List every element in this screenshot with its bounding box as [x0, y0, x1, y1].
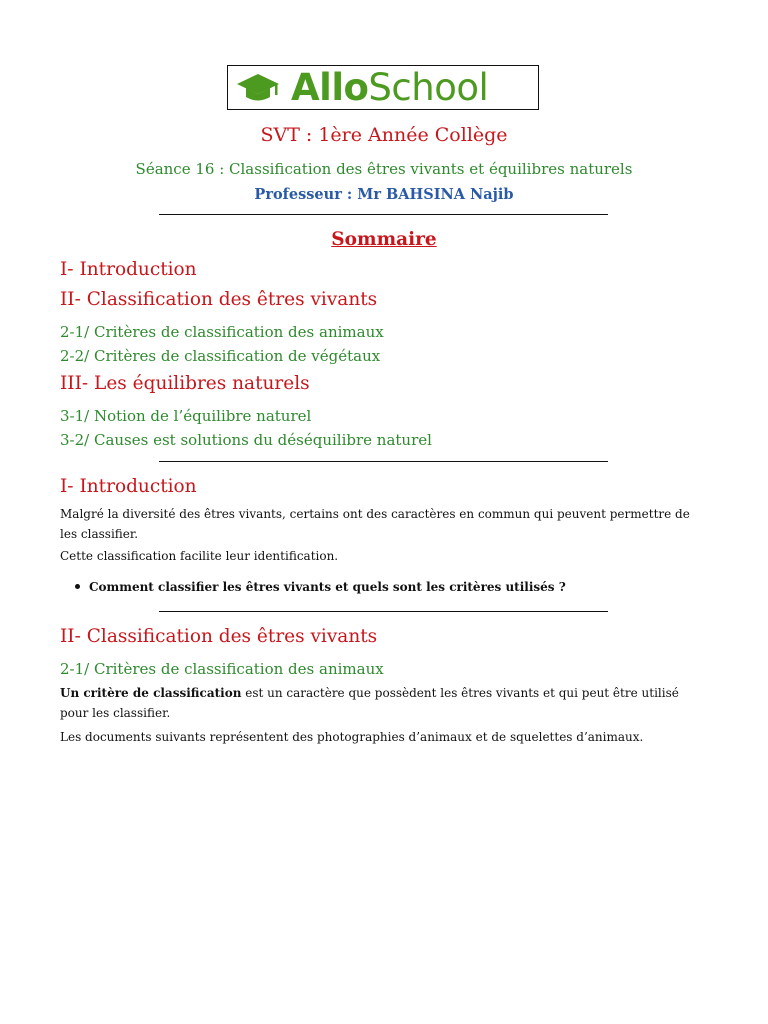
- divider: [159, 461, 608, 462]
- definition-term: Un critère de classification: [60, 686, 242, 700]
- toc-item: III- Les équilibres naturels: [60, 373, 310, 394]
- divider: [159, 214, 608, 215]
- logo-text-regular: School: [368, 66, 489, 109]
- alloschool-logo: [227, 65, 539, 110]
- question-bullet: [75, 580, 566, 594]
- subsection-heading-animaux: 2-1/ Critères de classification des animaux: [60, 660, 384, 678]
- intro-paragraph-line: les classifier.: [60, 527, 139, 541]
- toc-item: 2-2/ Critères de classification de végétaux: [60, 347, 381, 365]
- document-title: SVT : 1ère Année Collège: [260, 124, 508, 146]
- intro-paragraph: Cette classification facilite leur identification.: [60, 549, 339, 563]
- sommaire-heading: Sommaire: [331, 229, 437, 250]
- toc-item: 3-1/ Notion de l’équilibre naturel: [60, 407, 312, 425]
- question-text: Comment classifier les êtres vivants et quels sont les critères utilisés ?: [89, 580, 566, 594]
- logo-text-bold: Allo: [291, 66, 369, 109]
- toc-item: 2-1/ Critères de classification des animaux: [60, 323, 384, 341]
- intro-paragraph-line: Malgré la diversité des êtres vivants, certains ont des caractères en commun qui peuvent permettre de: [60, 507, 690, 521]
- professor-name: Professeur : Mr BAHSINA Najib: [254, 186, 514, 203]
- documents-paragraph: Les documents suivants représentent des photographies d’animaux et de squelettes d’animaux.: [60, 730, 644, 744]
- graduation-cap-icon: [235, 70, 281, 106]
- toc-item: II- Classification des êtres vivants: [60, 289, 378, 310]
- logo-text: [291, 66, 489, 109]
- definition-text: est un caractère que possèdent les êtres vivants et qui peut être utilisé: [241, 686, 679, 700]
- document-subtitle: Séance 16 : Classification des êtres vivants et équilibres naturels: [135, 160, 633, 178]
- section-heading-introduction: I- Introduction: [60, 476, 197, 497]
- definition-paragraph-line: pour les classifier.: [60, 706, 171, 720]
- definition-paragraph-line: [60, 683, 708, 703]
- bullet-icon: [75, 584, 80, 589]
- toc-item: 3-2/ Causes est solutions du déséquilibre naturel: [60, 431, 432, 449]
- toc-item: I- Introduction: [60, 259, 197, 280]
- divider: [159, 611, 608, 612]
- section-heading-classification: II- Classification des êtres vivants: [60, 626, 378, 647]
